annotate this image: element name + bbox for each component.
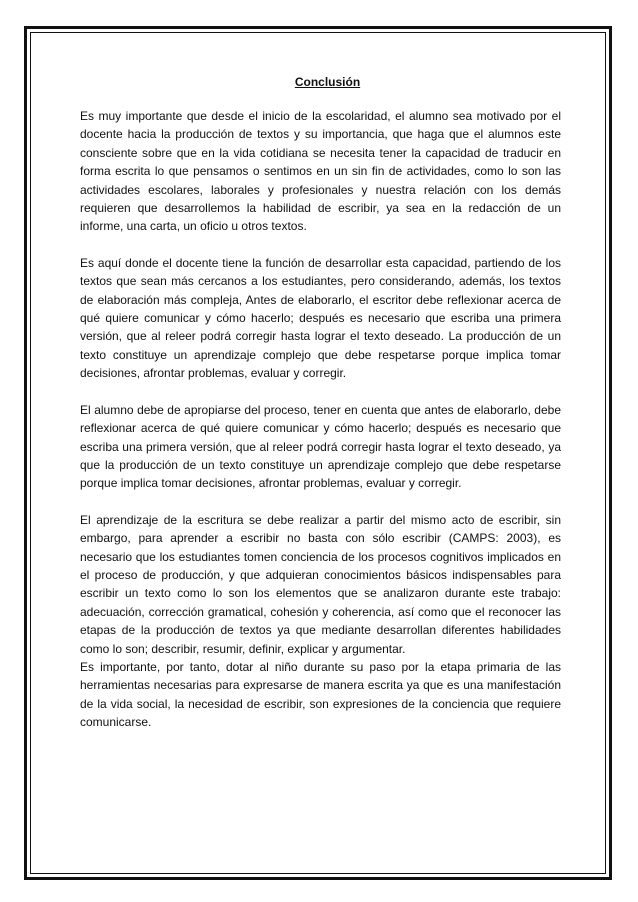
paragraph-1: Es muy importante que desde el inicio de la escolaridad, el alumno sea motivado por el docente hacia la producción de textos y su importancia, que haga que el alumnos este consciente sobre que en la vida cotidiana se necesita tener la capacidad de traducir en forma escrita lo que pensamos o sentimos en un sin fin de actividades, como lo son las actividades escolares, laborales y profesionales y nuestra relación con los demás requieren que desarrollemos la habilidad de escribir, ya sea en la redacción de un informe, una carta, un oficio u otros textos. xyxy=(80,109,561,234)
paragraph-2: Es aquí donde el docente tiene la función de desarrollar esta capacidad, partiendo de los textos que sean más cercanos a los estudiantes, pero considerando, además, los textos de elaboración más compleja, Antes de elaborarlo, el escritor debe reflexionar acerca de qué quiere comunicar y cómo hacerlo; después es necesario que escriba una primera versión, que al releer podrá corregir hasta lograr el texto deseado. La producción de un texto constituye un aprendizaje complejo que debe respetarse porque implica tomar decisiones, afrontar problemas, evaluar y corregir. xyxy=(80,255,561,381)
paragraph-4: El aprendizaje de la escritura se debe realizar a partir del mismo acto de escribir, sin embargo, para aprender a escribir no basta con sólo escribir (CAMPS: 2003), es necesario que los estudiantes tomen conciencia de los procesos cognitivos implicados en el proceso de producción, y que adquieran conocimientos básicos indispensables para escribir un texto como lo son los elementos que se analizaron durante este trabajo: adecuación, corrección gramatical, cohesión y coherencia, así como que el reconocer las etapas de la producción de textos ya que mediante desarrollan diferentes habilidades como lo son; describir, resumir, definir, explicar y argumentar. xyxy=(80,512,561,656)
paragraph-3: El alumno debe de apropiarse del proceso, tener en cuenta que antes de elaborarlo, debe reflexionar acerca de qué quiere comunicar y cómo hacerlo; después es necesario que escriba una primera versión, que al releer podrá corregir hasta lograr el texto deseado, ya que la producción de un texto constituye un aprendizaje complejo que debe respetarse porque implica tomar decisiones, afrontar problemas, evaluar y corregir. xyxy=(80,402,561,491)
document-title: Conclusión xyxy=(294,75,361,89)
document-body xyxy=(80,74,561,750)
paragraph-5: Es importante, por tanto, dotar al niño durante su paso por la etapa primaria de las herramientas necesarias para expresarse de manera escrita ya que es una manifestación de la vida social, la necesidad de escribir, son expresiones de la conciencia que requiere comunicarse. xyxy=(80,659,561,730)
